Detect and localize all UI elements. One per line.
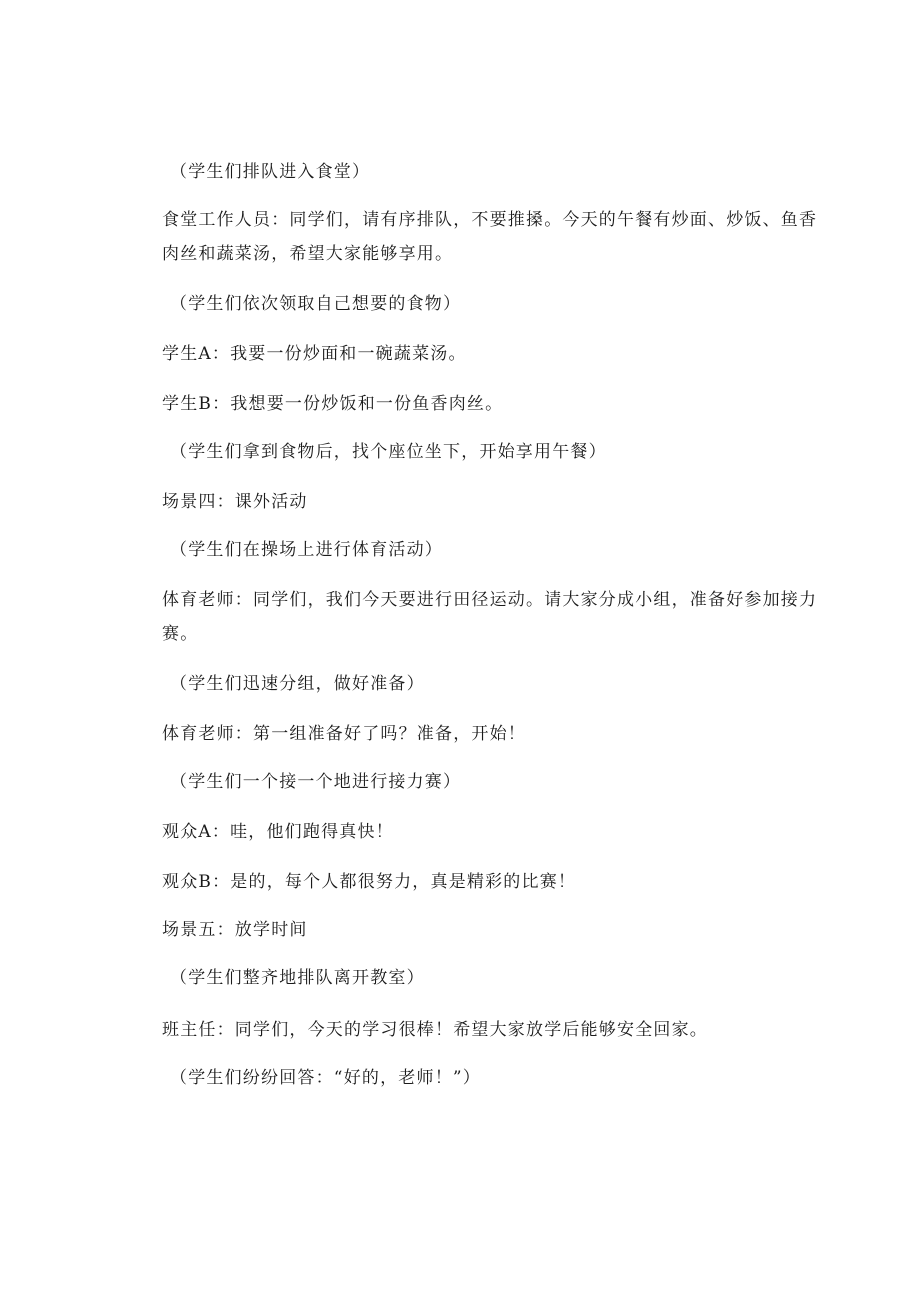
- student-a-line: 学生A：我要一份炒面和一碗蔬菜汤。: [162, 344, 467, 364]
- scene-four-heading: 场景四：课外活动: [162, 492, 308, 512]
- canteen-staff-line-1: 食堂工作人员：同学们，请有序排队，不要推搡。今天的午餐有炒面、炒饭、鱼香: [162, 210, 818, 230]
- stage-direction-leave-classroom: （学生们整齐地排队离开教室）: [170, 968, 425, 988]
- head-teacher-line: 班主任：同学们，今天的学习很棒！希望大家放学后能够安全回家。: [162, 1020, 708, 1040]
- scene-five-heading: 场景五：放学时间: [162, 920, 308, 940]
- pe-teacher-line-1: 体育老师：同学们，我们今天要进行田径运动。请大家分成小组，准备好参加接力: [162, 590, 818, 610]
- student-b-line: 学生B：我想要一份炒饭和一份鱼香肉丝。: [162, 394, 504, 414]
- stage-direction-enter-canteen: （学生们排队进入食堂）: [170, 162, 371, 182]
- pe-teacher-start-line: 体育老师：第一组准备好了吗？准备，开始！: [162, 724, 526, 744]
- pe-teacher-line-2: 赛。: [162, 624, 199, 644]
- stage-direction-relay: （学生们一个接一个地进行接力赛）: [170, 772, 462, 792]
- audience-a-line: 观众A：哇，他们跑得真快！: [162, 822, 394, 842]
- audience-b-line: 观众B：是的，每个人都很努力，真是精彩的比赛！: [162, 872, 577, 892]
- stage-direction-reply: （学生们纷纷回答：“好的，老师！”）: [170, 1068, 481, 1088]
- stage-direction-sit-down: （学生们拿到食物后，找个座位坐下，开始享用午餐）: [170, 442, 607, 462]
- stage-direction-get-food: （学生们依次领取自己想要的食物）: [170, 294, 462, 314]
- stage-direction-sports: （学生们在操场上进行体育活动）: [170, 540, 443, 560]
- canteen-staff-line-2: 肉丝和蔬菜汤，希望大家能够享用。: [162, 244, 454, 264]
- stage-direction-group: （学生们迅速分组，做好准备）: [170, 674, 425, 694]
